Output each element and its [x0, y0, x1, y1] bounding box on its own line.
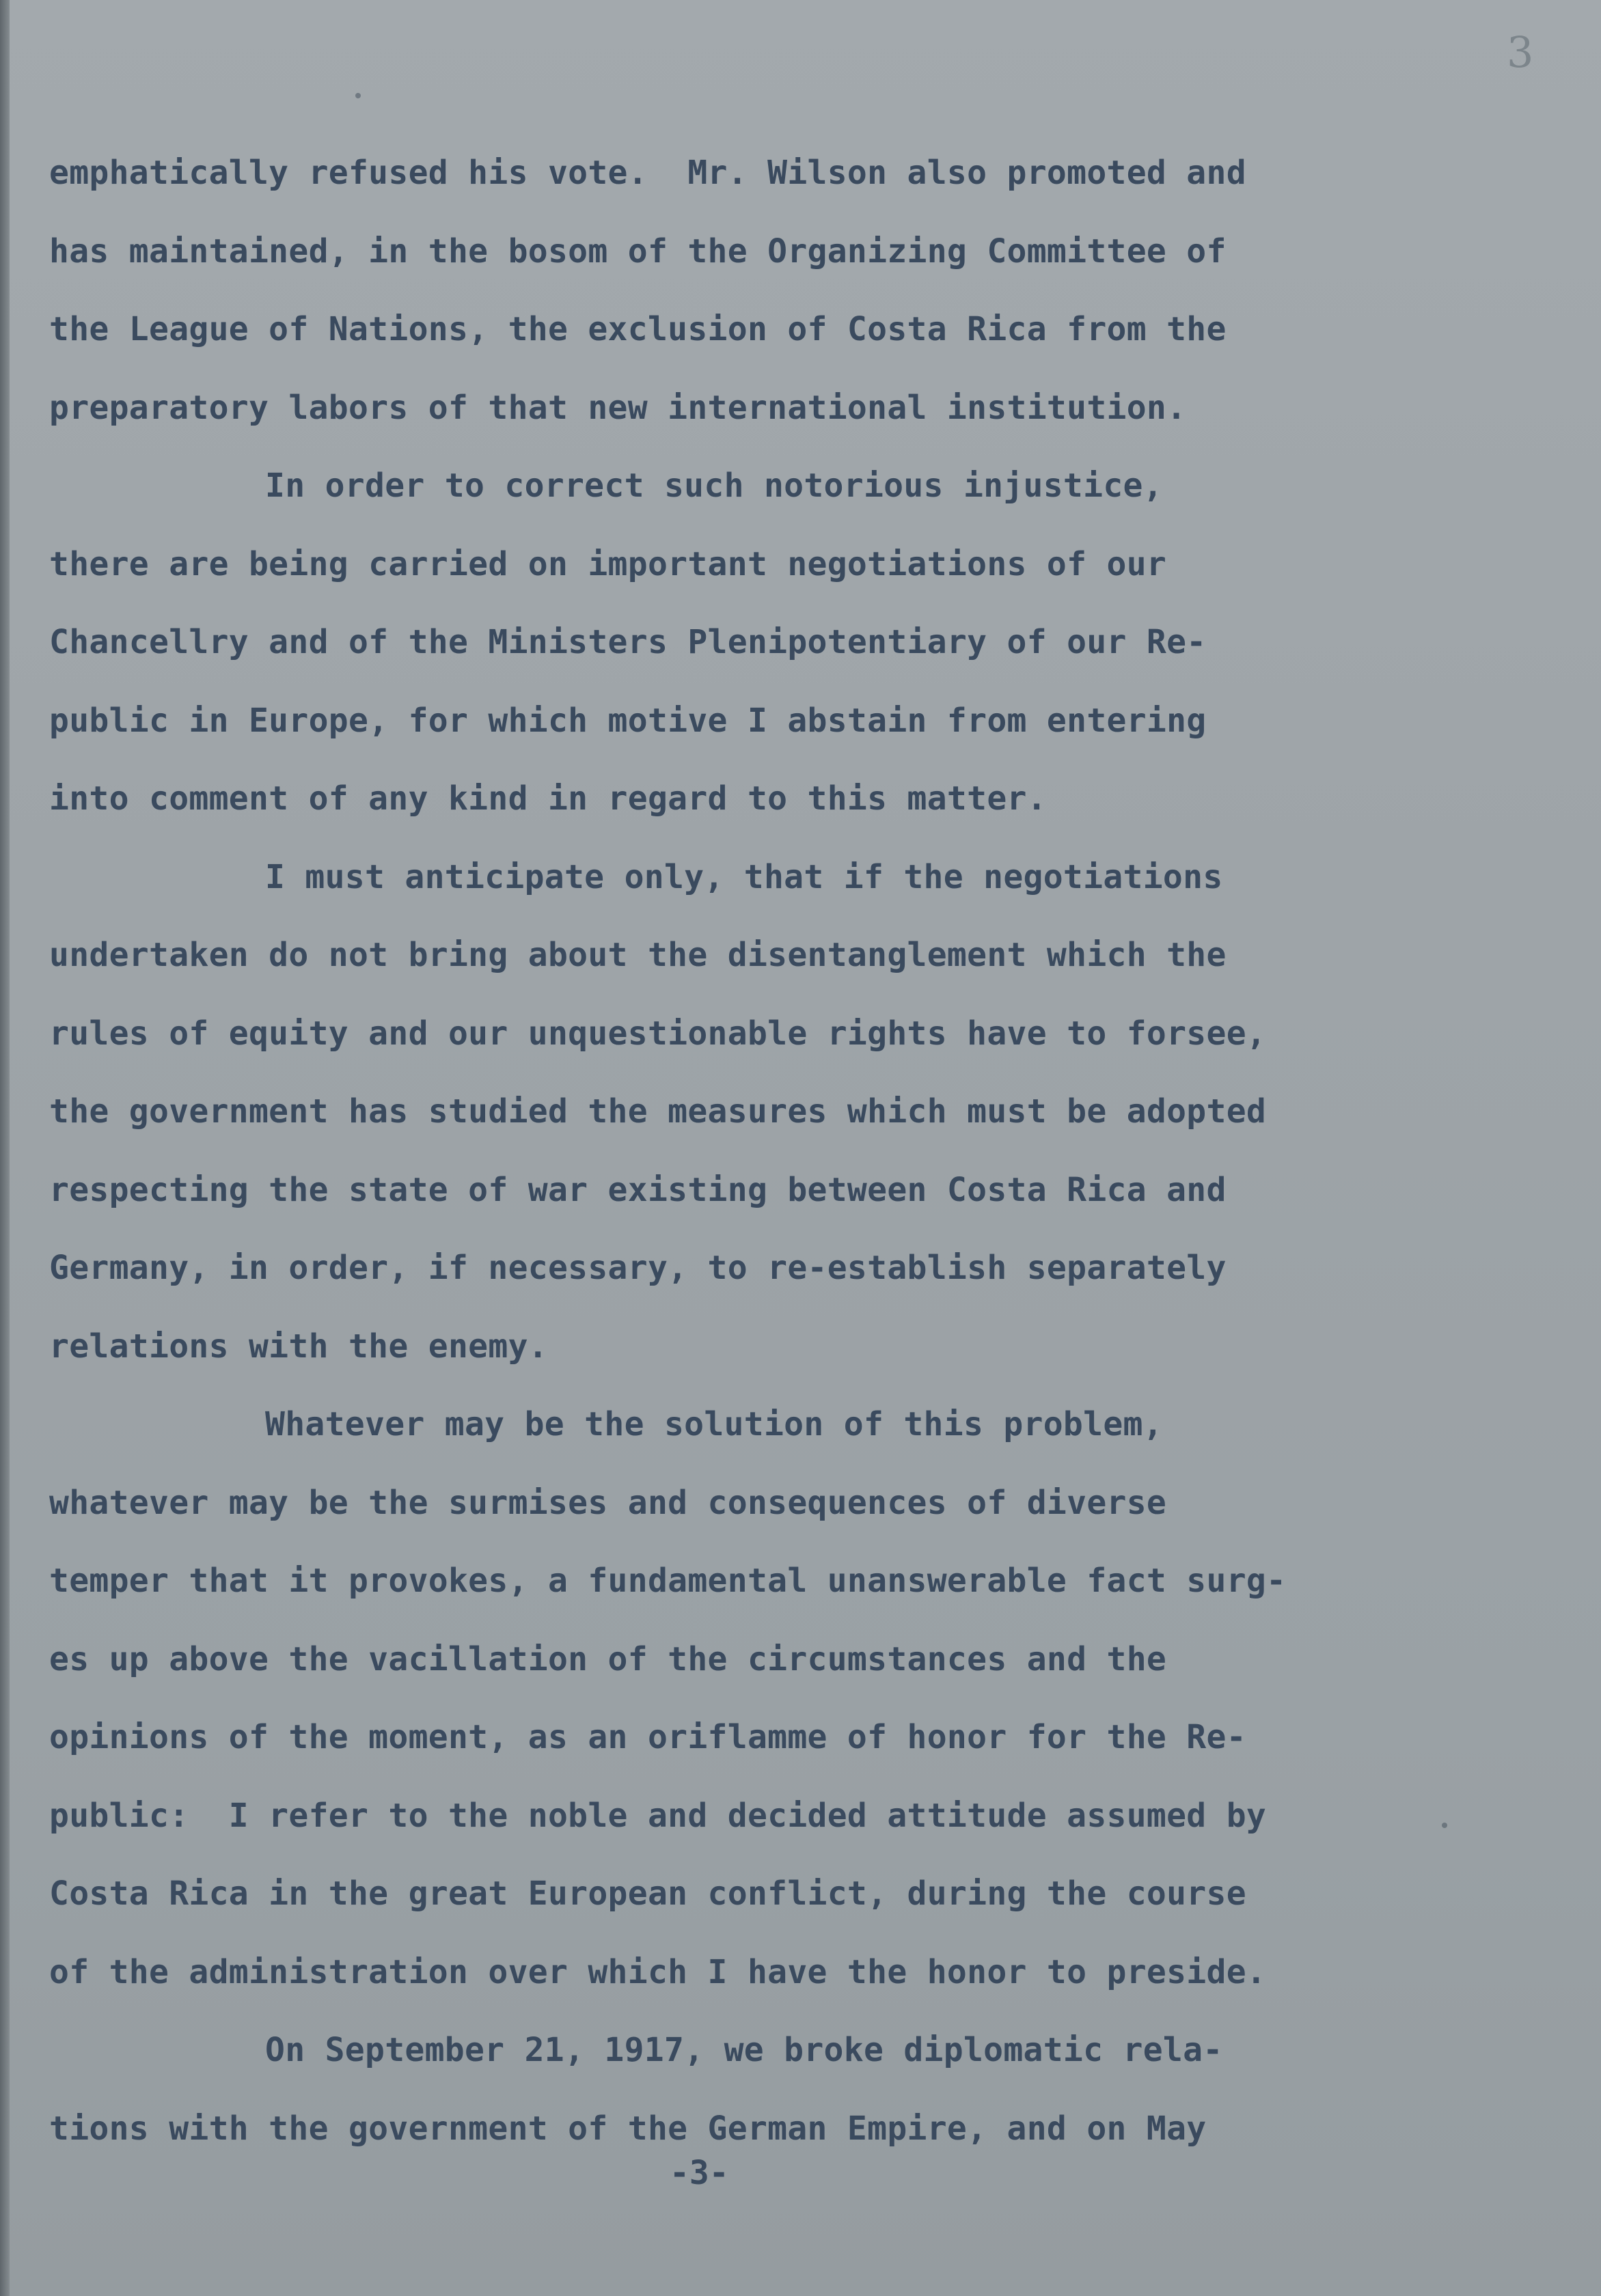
- paragraph-first-line: Whatever may be the solution of this problem,: [265, 1405, 1163, 1443]
- text-line: rules of equity and our unquestionable rights have to forsee,: [49, 1014, 1267, 1053]
- page-edge-shadow: [0, 0, 10, 2296]
- paragraph-first-line: I must anticipate only, that if the negotiations: [265, 857, 1223, 896]
- paper-speck: [355, 93, 361, 98]
- text-line: undertaken do not bring about the disentanglement which the: [49, 936, 1227, 974]
- text-line: public: I refer to the noble and decided attitude assumed by: [49, 1796, 1267, 1835]
- paper-speck: [1442, 1823, 1447, 1828]
- text-line: whatever may be the surmises and consequences of diverse: [49, 1483, 1167, 1522]
- text-line: emphatically refused his vote. Mr. Wilson also promoted and: [49, 154, 1246, 192]
- paragraph-first-line: In order to correct such notorious injustice,: [265, 467, 1163, 505]
- text-line: the government has studied the measures which must be adopted: [49, 1092, 1267, 1131]
- text-line: tions with the government of the German Empire, and on May: [49, 2109, 1207, 2148]
- text-line: preparatory labors of that new international institution.: [49, 388, 1187, 427]
- text-line: there are being carried on important negotiations of our: [49, 544, 1167, 583]
- text-line: es up above the vacillation of the circumstances and the: [49, 1640, 1167, 1678]
- paragraph-first-line: On September 21, 1917, we broke diplomatic rela-: [265, 2031, 1223, 2069]
- text-line: opinions of the moment, as an oriflamme of honor for the Re-: [49, 1718, 1246, 1756]
- text-line: Germany, in order, if necessary, to re-establish separately: [49, 1249, 1227, 1287]
- typed-body-text: [49, 134, 1429, 2168]
- text-line: the League of Nations, the exclusion of Costa Rica from the: [49, 310, 1227, 348]
- text-line: into comment of any kind in regard to this matter.: [49, 779, 1047, 818]
- page-number: -3-: [670, 2154, 729, 2192]
- text-line: relations with the enemy.: [49, 1327, 548, 1366]
- handwritten-page-number: 3: [1507, 27, 1534, 77]
- text-line: Chancellry and of the Ministers Plenipotentiary of our Re-: [49, 623, 1207, 661]
- text-line: Costa Rica in the great European conflict, during the course: [49, 1875, 1246, 1913]
- text-line: temper that it provokes, a fundamental unanswerable fact surg-: [49, 1562, 1287, 1600]
- text-line: respecting the state of war existing between Costa Rica and: [49, 1170, 1227, 1209]
- text-line: public in Europe, for which motive I abstain from entering: [49, 701, 1207, 740]
- text-line: of the administration over which I have the honor to preside.: [49, 1952, 1267, 1991]
- text-line: has maintained, in the bosom of the Organizing Committee of: [49, 232, 1227, 271]
